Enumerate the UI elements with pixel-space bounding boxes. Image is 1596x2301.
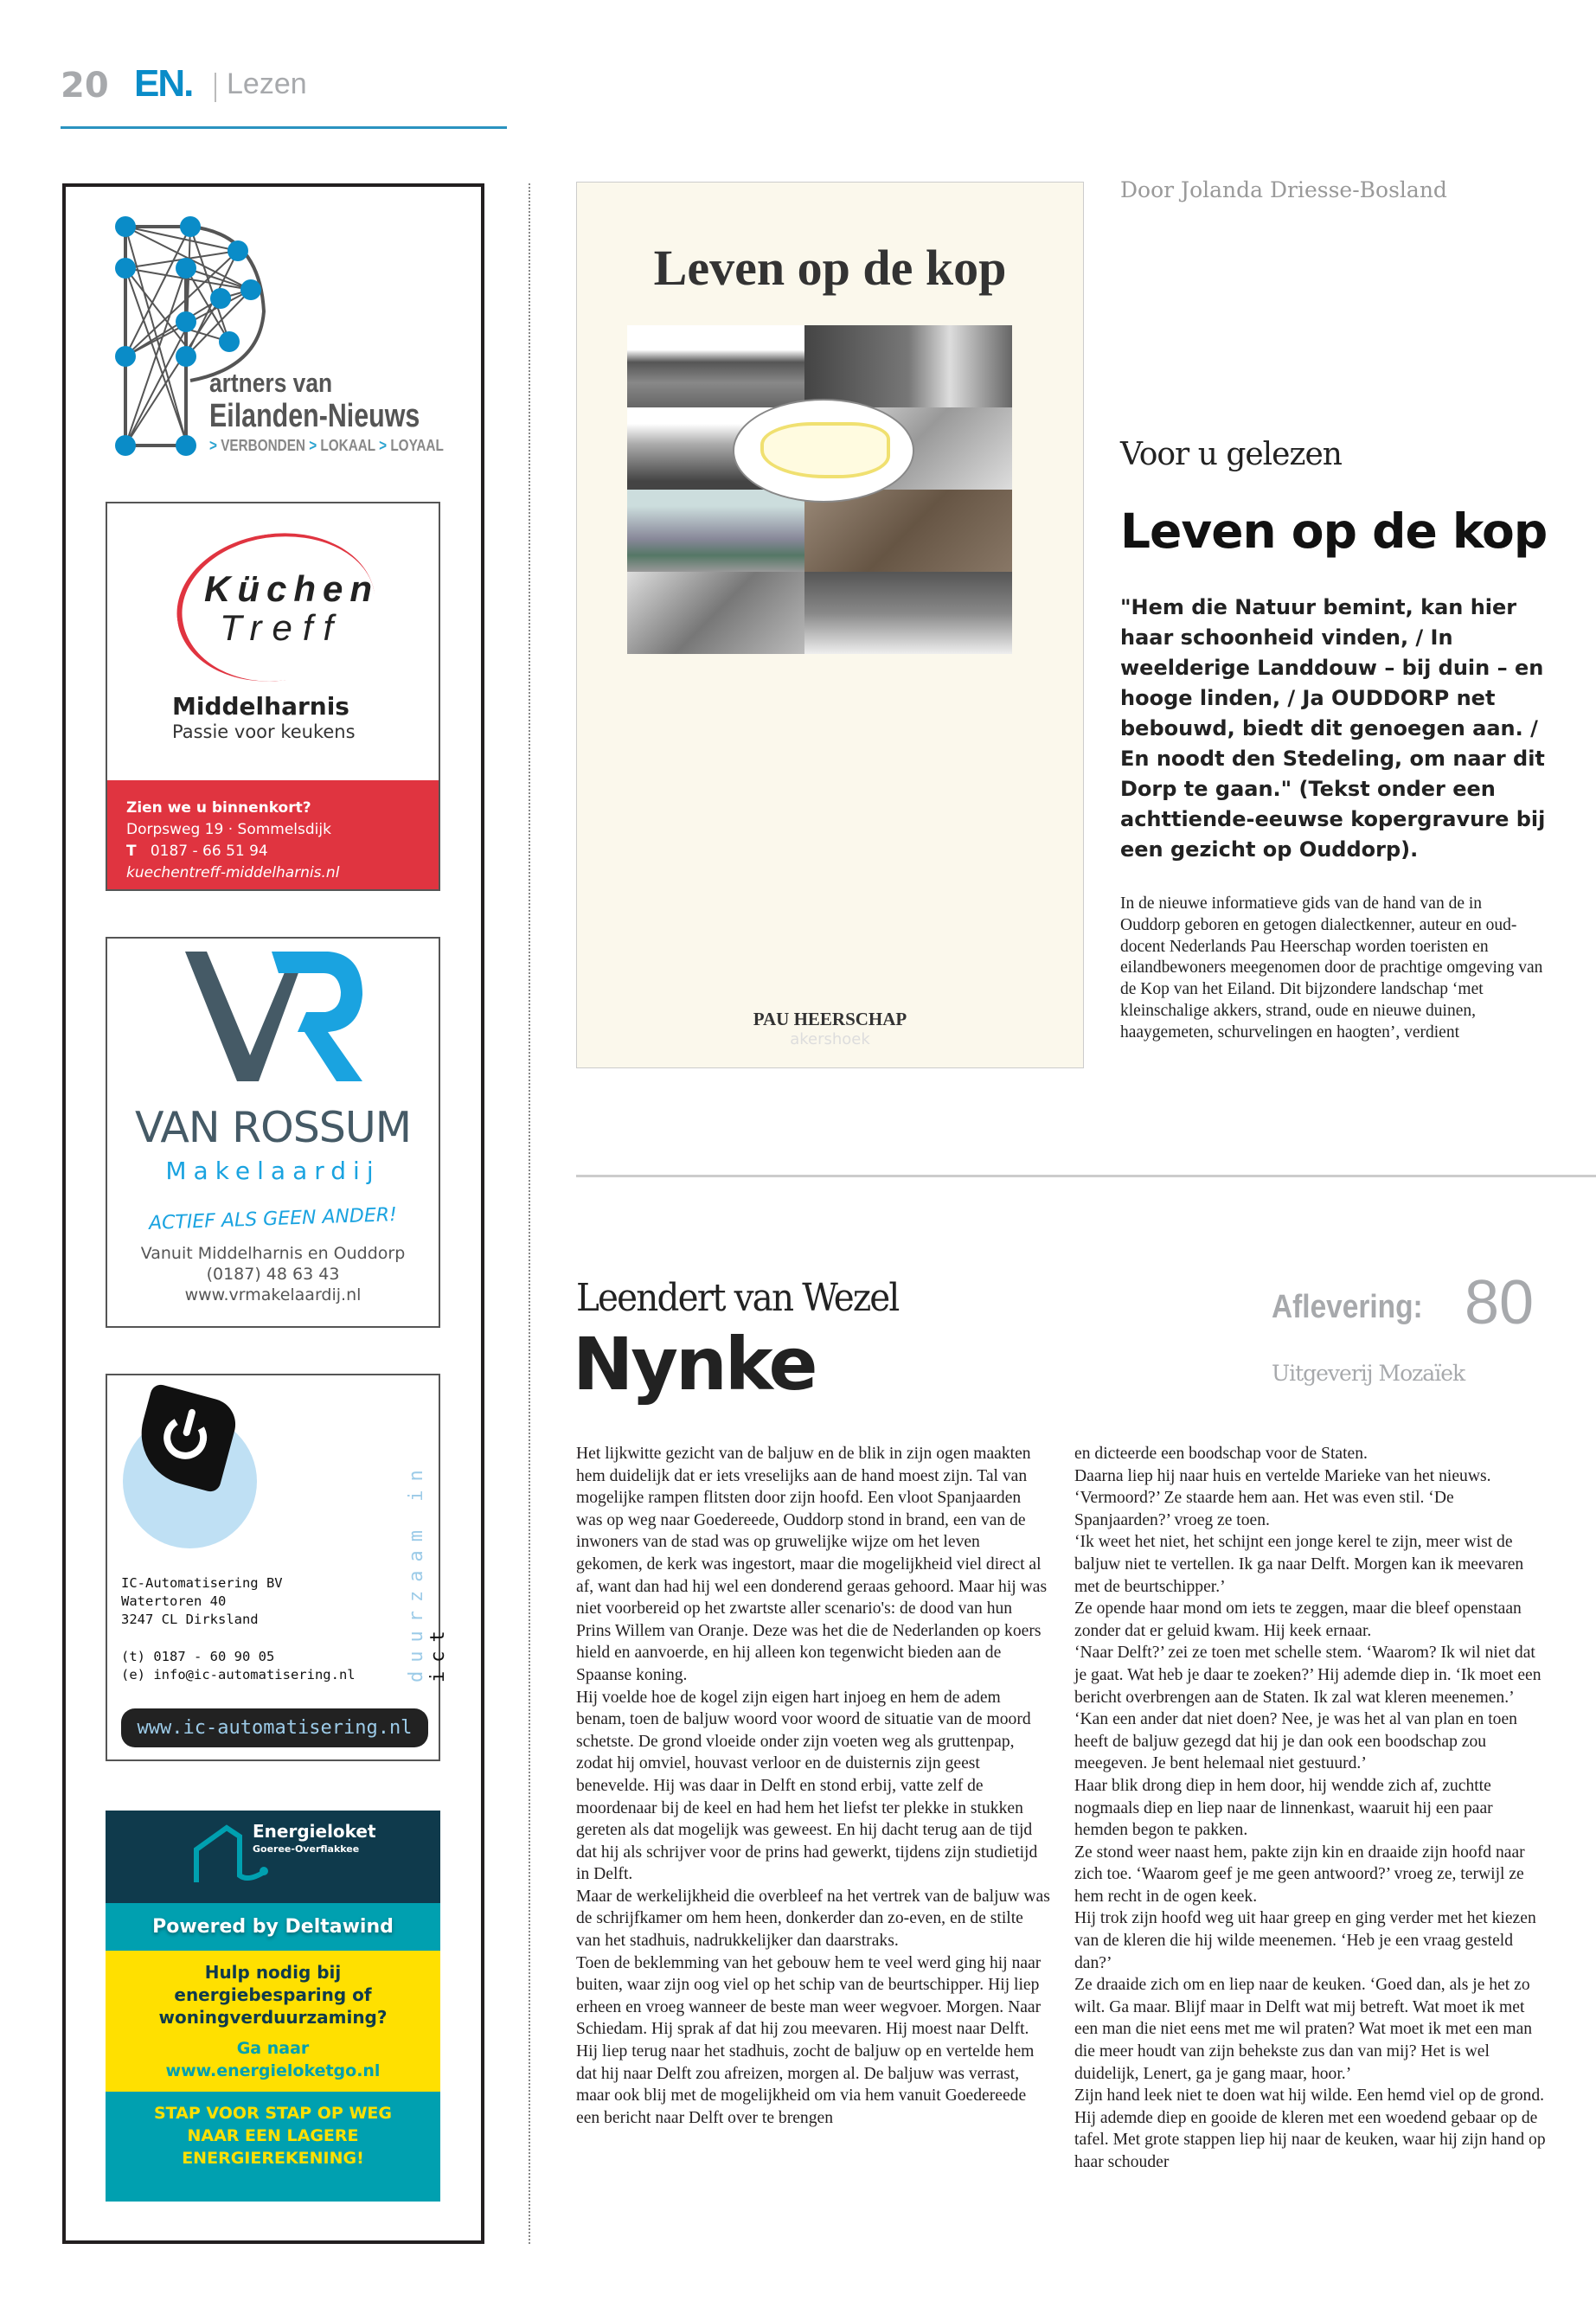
partners-logo bbox=[108, 216, 454, 467]
ic-email[interactable]: (e) info@ic-automatisering.nl bbox=[121, 1667, 356, 1682]
paragraph: Ze opende haar mond om iets te zeggen, maar die bleef openstaan zonder dat er geluid kwam. Hij keek ernaar. bbox=[1074, 1599, 1522, 1640]
brand-logo: EN. bbox=[134, 62, 193, 105]
map-image bbox=[733, 399, 914, 503]
vr-contact bbox=[107, 1243, 439, 1305]
kt-website[interactable]: kuechentreff-middelharnis.nl bbox=[126, 864, 340, 881]
kt-cta: Zien we u binnenkort? bbox=[126, 799, 311, 817]
partners-tagline: > VERBONDEN > LOKAAL > LOYAAL bbox=[209, 437, 444, 454]
header-divider bbox=[215, 73, 216, 102]
en-subtitle: Goeree-Overflakkee bbox=[253, 1843, 360, 1855]
cover-title: Leven op de kop bbox=[653, 240, 1007, 296]
review-intro: In de nieuwe informatieve gids van de hand van de in Ouddorp geboren en getogen dialectkenner, auteur en oud-docent Nederlands Pau Heerschap worden toeristen en eilandbewoners meegenomen door de prachtige omgeving van de Kop van het Eiland. Dit bijzondere landschap ‘met kleinschalige akkers, strand, oude en nieuwe duinen, haaygemeten, schurvelingen en haogten’, verdient bbox=[1120, 894, 1543, 1042]
paragraph: Daarna liep hij naar huis en vertelde Marieke van het nieuws. bbox=[1074, 1466, 1491, 1485]
column-divider bbox=[529, 183, 530, 2244]
paragraph: en dicteerde een boodschap voor de Staten. bbox=[1074, 1445, 1368, 1463]
en-question: Hulp nodig bij energiebesparing of woningverduurzaming? bbox=[158, 1962, 388, 2028]
ic-city: 3247 CL Dirksland bbox=[121, 1612, 259, 1627]
kt-logo-bottom: Treff bbox=[220, 607, 344, 648]
page-number: 20 bbox=[61, 66, 109, 106]
en-title: Energieloket bbox=[253, 1821, 376, 1842]
vr-phone: (0187) 48 63 43 bbox=[206, 1265, 340, 1284]
ic-vertical-light: duurzaam in bbox=[406, 1461, 427, 1682]
energieloket-ad[interactable] bbox=[106, 1811, 440, 2202]
story-column-1 bbox=[576, 1443, 1050, 2129]
tagline-1: VERBONDEN bbox=[221, 437, 305, 454]
paragraph: ‘Kan een ander dat niet doen? Nee, je was het al van plan en toen heeft de baljuw gezegd dat hij je dan ook een boodschap zou meegeven. Je bent helemaal niet gestuurd.’ bbox=[1074, 1710, 1517, 1773]
kt-phone-label: T bbox=[126, 843, 137, 860]
section-label: Lezen bbox=[227, 67, 307, 100]
kt-logo-top: Küchen bbox=[204, 568, 380, 609]
review-title: Leven op de kop bbox=[1120, 503, 1548, 559]
ic-vertical-slogan bbox=[406, 1388, 449, 1682]
story-column-2 bbox=[1074, 1443, 1548, 2174]
kt-slogan: Passie voor keukens bbox=[172, 721, 356, 742]
kuechentreff-ad[interactable] bbox=[106, 502, 440, 891]
vr-sub: Makelaardij bbox=[165, 1157, 381, 1185]
paragraph: ‘Naar Delft?’ zei ze toen met schelle stem. ‘Waarom? Ik wil niet dat je gaat. Wat heb je daar te zoeken?’ Hij ademde diep in. ‘Ik moet een bericht overbrengen aan de Staten. Ik zal wat kleren meenemen.’ bbox=[1074, 1644, 1542, 1707]
paragraph: Haar blik drong diep in hem door, hij wendde zich af, zuchtte nogmaals diep en liep naar de linnenkast, waaruit hij een paar hemden begon te pakken. bbox=[1074, 1776, 1493, 1840]
vr-website[interactable]: www.vrmakelaardij.nl bbox=[184, 1285, 362, 1304]
paragraph: Hij voelde hoe de kogel zijn eigen hart injoeg en hem de adem benam, toen de baljuw woord voor woord de situatie van de moord schetste. De grond vloeide onder zijn voeten weg als gruttenpap, zodat hij omviel, houvast verloor en de duisternis zijn geest benevelde. Hij was daar in Delft en stond erbij, vatte zelf de moordenaar bij de keel en had hem het liefst ter plekke in stukken gereten als dat mogelijk was geweest. En hij dacht terug aan de tijd dat hij als schrijver voor de prins had gewerkt, tijdens zijn studietijd in Delft. bbox=[576, 1688, 1038, 1884]
kt-city: Middelharnis bbox=[172, 692, 349, 721]
en-goto: Ga naar bbox=[236, 2039, 310, 2058]
paragraph: Ze stond weer naast hem, pakte zijn kin en draaide zijn hoofd naar zich toe. ‘Waarom geef je me geen antwoord?’ vroeg ze, terwijl ze hem recht in de ogen keek. bbox=[1074, 1843, 1525, 1906]
ic-website-button[interactable]: www.ic-automatisering.nl bbox=[121, 1708, 428, 1747]
section-rule bbox=[576, 1175, 1596, 1177]
vanrossum-ad[interactable] bbox=[106, 937, 440, 1328]
paragraph: Maar de werkelijkheid die overbleef na het vertrek van de baljuw was de schrijfkamer om hem heen, donkerder dan zo-even, en de stilte van het stadhuis, nadrukkelijker dan daarstraks. bbox=[576, 1887, 1050, 1951]
serial-title: Nynke bbox=[573, 1322, 816, 1407]
paragraph: Toen de beklemming van het gebouw hem te veel werd ging hij naar buiten, waar zijn oog viel op het schip van de beurtschipper. Hij liep erheen en vroeg wanneer de beste man weer wegvoer. Morgen. Naar Schiedam. Hij sprak af dat hij zou meevaren. Hij moest naar Delft. Hij liep terug naar het stadhuis, zocht de baljuw op en vertelde hem dat hij naar Delft zou afreizen, morgen al. De baljuw was verrast, maar ook blij met de mogelijkheid om via hem vanuit Goedereede een bericht naar Delft over te brengen bbox=[576, 1953, 1042, 2127]
paragraph: ‘Ik weet het niet, het schijnt een jonge kerel te zijn, meer wist de baljuw niet te vertellen. Ik ga naar Delft. Morgen kan ik meevaren met de beurtschipper.’ bbox=[1074, 1533, 1524, 1596]
ic-address bbox=[121, 1574, 356, 1684]
vr-name: VAN ROSSUM bbox=[134, 1103, 412, 1152]
vr-slogan: ACTIEF ALS GEEN ANDER! bbox=[148, 1204, 398, 1234]
ic-phone: (t) 0187 - 60 90 05 bbox=[121, 1649, 275, 1664]
serial-publisher: Uitgeverij Mozaïek bbox=[1272, 1361, 1465, 1386]
header-rule bbox=[61, 126, 507, 129]
tagline-2: LOKAAL bbox=[320, 437, 375, 454]
kt-address: Dorpsweg 19 · Sommelsdijk bbox=[126, 821, 331, 838]
review-quote: "Hem die Natuur bemint, kan hier haar schoonheid vinden, / In weelderige Landdouw – bij duin – en hooge linden, / Ja OUDDORP net bebouwd, biedt dit genoegen aan. / En noodt den Stedeling, om naar dit Dorp te gaan." (Tekst onder een achttiende-eeuwse kopergravure bij een gezicht op Ouddorp). bbox=[1120, 595, 1546, 862]
cover-author: PAU HEERSCHAP bbox=[753, 1009, 907, 1029]
cover-publisher: akershoek bbox=[790, 1030, 870, 1048]
book-cover-image bbox=[576, 182, 1084, 1068]
ic-company: IC-Automatisering BV bbox=[121, 1575, 283, 1591]
kt-phone-row bbox=[126, 841, 420, 862]
en-yellow bbox=[106, 1951, 440, 2092]
review-kicker: Voor u gelezen bbox=[1120, 437, 1342, 472]
en-footer: STAP VOOR STAP OP WEG NAAR EEN LAGERE ENERGIEREKENING! bbox=[106, 2092, 440, 2202]
episode-number: 80 bbox=[1465, 1268, 1535, 1337]
paragraph: Zijn hand leek niet te doen wat hij wilde. Een hemd viel op de grond. Hij ademde diep en gooide de kleren met een woedend gebaar op de tafel. Met grote stappen liep hij naar de keuken, waar hij zijn hand op haar schouder bbox=[1074, 2086, 1546, 2171]
ic-vertical-dark: ict bbox=[427, 1622, 449, 1682]
byline: Door Jolanda Driesse-Bosland bbox=[1120, 177, 1447, 202]
kt-contact-band bbox=[107, 780, 439, 889]
vr-locations: Vanuit Middelharnis en Ouddorp bbox=[140, 1244, 406, 1263]
kt-phone: 0187 - 66 51 94 bbox=[150, 843, 268, 860]
paragraph: Hij trok zijn hoofd weg uit haar greep en ging verder met het kiezen van de kleren die hij wilde meenemen. ‘Heb je een vraag gesteld dan?’ bbox=[1074, 1909, 1536, 1972]
paragraph: Ze draaide zich om en liep naar de keuken. ‘Goed dan, als je het zo wilt. Ga maar. Blijf maar in Delft wat mij betreft. Wat moet ik met een man die niet eens met me wil praten? Wat moet ik met een man die meer houdt van zijn behekste zus dan van mij? Het is wel duidelijk, Lenert, ga je gang maar, hoor.’ bbox=[1074, 1976, 1533, 2083]
en-top bbox=[106, 1811, 440, 1903]
tagline-3: LOYAAL bbox=[390, 437, 444, 454]
en-website[interactable]: www.energieloketgo.nl bbox=[165, 2061, 381, 2080]
paragraph: ‘Vermoord?’ Ze staarde hem aan. Het was even stil. ‘De Spanjaarden?’ vroeg ze toen. bbox=[1074, 1489, 1454, 1529]
vr-logo-icon bbox=[176, 947, 375, 1086]
ic-street: Watertoren 40 bbox=[121, 1593, 227, 1609]
paragraph: Het lijkwitte gezicht van de baljuw en de blik in zijn ogen maakten hem duidelijk dat er iets vreselijks aan de hand moest zijn. Tal van mogelijke rampen flitsten door zijn hoofd. Een vloot Spanjaarden was op weg naar Goedereede, Ouddorp stond in brand, een van de inwoners van de stad was op gruwelijke wijze om het leven gekomen, de kerk was ingestort, maar die mogelijkheid viel direct al af, want dan had hij wel een donderend geraas gehoord. Maar hij was niet voorbereid op het zwartste aller scenario's: de dood van hun Prins Willem van Oranje. Deze was het die de Nederlanden op koers hield en aanvoerde, en hij alleen kon tegenwicht bieden aan de Spaanse koning. bbox=[576, 1445, 1048, 1684]
partners-line1: artners van bbox=[209, 368, 333, 398]
en-powered: Powered by Deltawind bbox=[106, 1903, 440, 1951]
serial-author: Leendert van Wezel bbox=[576, 1276, 899, 1320]
ic-automatisering-ad[interactable] bbox=[106, 1374, 449, 1761]
episode-label: Aflevering: bbox=[1272, 1289, 1423, 1325]
partners-line2: Eilanden-Nieuws bbox=[209, 398, 420, 434]
